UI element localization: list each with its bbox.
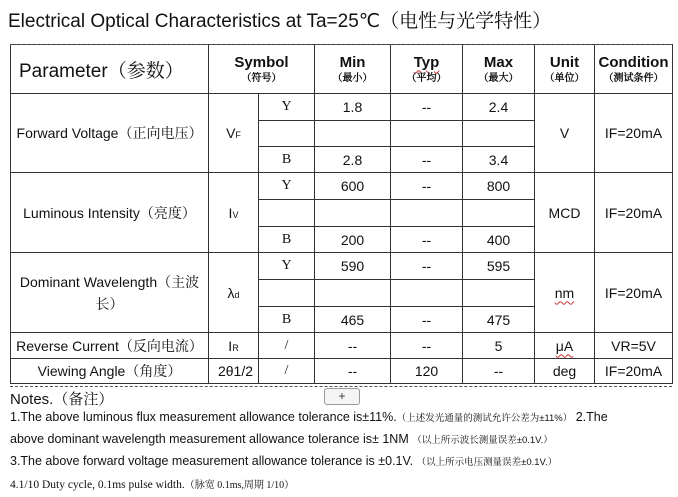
header-symbol: Symbol （符号） [209,45,315,94]
max-value: 3.4 [463,147,535,173]
expand-button[interactable]: + [324,388,360,405]
symbol-vf: $V_F$ [209,94,259,173]
bottom-dashed-rule [10,386,672,387]
color-y: Y [259,94,315,121]
unit-value: V [535,94,595,173]
empty-cell [391,280,463,307]
param-dominant-wavelength: Dominant Wavelength（主波长） [11,253,209,333]
unit-value: μA [535,333,595,359]
typ-value: -- [391,94,463,121]
table-row [11,359,673,384]
table-row [11,253,673,280]
typ-value: -- [391,227,463,253]
min-value: 1.8 [315,94,391,121]
empty-cell [463,200,535,227]
color-none: / [259,359,315,384]
param-viewing-angle: Viewing Angle（角度） [11,359,209,384]
min-value: 465 [315,307,391,333]
table-row [11,94,673,121]
symbol-2theta: 2θ1/2 [209,359,259,384]
unit-value: deg [535,359,595,384]
header-row [11,45,673,94]
table-row [11,333,673,359]
min-value: 200 [315,227,391,253]
top-dashed-rule [10,44,672,45]
unit-value: nm [535,253,595,333]
typ-value: -- [391,173,463,200]
note-line-4: 4.1/10 Duty cycle, 0.1ms pulse width.（脉宽 0.1ms,周期 1/10） [10,479,295,491]
param-luminous-intensity: Luminous Intensity（亮度） [11,173,209,253]
empty-cell [259,280,315,307]
color-y: Y [259,173,315,200]
characteristics-table [10,44,673,384]
notes-heading: Notes.（备注） [10,391,114,408]
color-b: B [259,227,315,253]
unit-value: MCD [535,173,595,253]
max-value: 595 [463,253,535,280]
header-parameter: Parameter（参数） [11,45,209,94]
header-unit: Unit （单位） [535,45,595,94]
max-value: 5 [463,333,535,359]
header-min: Min （最小） [315,45,391,94]
header-condition: Condition （测试条件） [595,45,673,94]
condition-value: IF=20mA [595,94,673,173]
empty-cell [259,200,315,227]
empty-cell [391,121,463,147]
condition-value: IF=20mA [595,253,673,333]
empty-cell [315,280,391,307]
param-forward-voltage: Forward Voltage（正向电压） [11,94,209,173]
max-value: 475 [463,307,535,333]
color-b: B [259,307,315,333]
empty-cell [315,121,391,147]
typ-value: -- [391,307,463,333]
min-value: -- [315,359,391,384]
max-value: -- [463,359,535,384]
empty-cell [259,121,315,147]
empty-cell [315,200,391,227]
note-line-1: 1.The above luminous flux measurement allowance tolerance is±11%.（上述发光通量的测试允许公差为±11%） 2.The [10,410,608,424]
typ-value: -- [391,333,463,359]
empty-cell [463,280,535,307]
condition-value: IF=20mA [595,173,673,253]
table-row [11,173,673,200]
symbol-iv: $I_V$ [209,173,259,253]
min-value: 600 [315,173,391,200]
typ-value: 120 [391,359,463,384]
typ-value: -- [391,147,463,173]
color-b: B [259,147,315,173]
min-value: 590 [315,253,391,280]
empty-cell [463,121,535,147]
max-value: 400 [463,227,535,253]
note-line-3: 3.The above forward voltage measurement allowance tolerance is ±0.1V. （以上所示电压测量误差±0.1V.） [10,454,558,468]
typ-value: -- [391,253,463,280]
color-none: / [259,333,315,359]
note-line-2: above dominant wavelength measurement allowance tolerance is± 1NM （以上所示波长测量误差±0.1V.） [10,432,553,446]
color-y: Y [259,253,315,280]
param-reverse-current: Reverse Current（反向电流） [11,333,209,359]
max-value: 2.4 [463,94,535,121]
header-max: Max （最大） [463,45,535,94]
min-value: 2.8 [315,147,391,173]
min-value: -- [315,333,391,359]
document-title: Electrical Optical Characteristics at Ta=25℃（电性与光学特性） [8,11,552,32]
empty-cell [391,200,463,227]
condition-value: IF=20mA [595,359,673,384]
symbol-lambda-d: $\lambda_d$ [209,253,259,333]
symbol-ir: $I_R$ [209,333,259,359]
max-value: 800 [463,173,535,200]
header-typ: Typ （平均） [391,45,463,94]
condition-value: VR=5V [595,333,673,359]
